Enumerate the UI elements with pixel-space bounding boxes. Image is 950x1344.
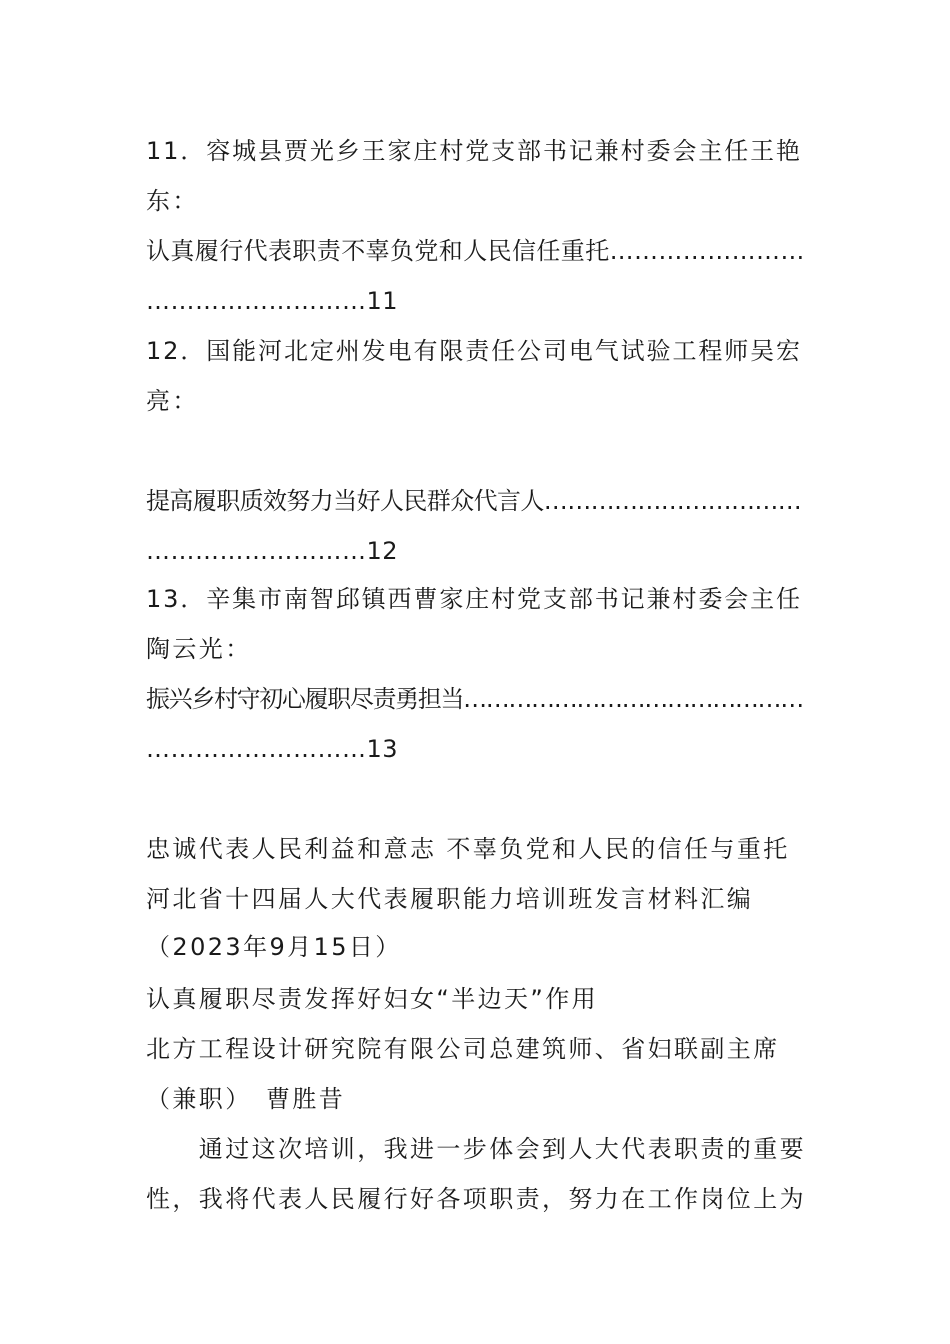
toc-entry-12-title: 提高履职质效努力当好人民群众代言人…………………………… xyxy=(146,487,802,515)
subtitle: 河北省十四届人大代表履职能力培训班发言材料汇编 xyxy=(146,885,754,913)
body-paragraph-line-1: 通过这次培训，我进一步体会到人大代表职责的重要 xyxy=(146,1135,806,1163)
toc-entry-13-heading: 13．辛集市南智邱镇西曹家庄村党支部书记兼村委会主任 xyxy=(146,585,802,613)
speaker-name: （兼职） 曹胜昔 xyxy=(146,1085,346,1113)
toc-entry-13-heading-cont: 陶云光： xyxy=(146,635,252,663)
toc-entry-12-heading-cont: 亮： xyxy=(146,387,199,415)
body-paragraph-line-2: 性，我将代表人民履行好各项职责，努力在工作岗位上为 xyxy=(146,1185,806,1213)
toc-entry-12-heading: 12．国能河北定州发电有限责任公司电气试验工程师吴宏 xyxy=(146,337,802,365)
toc-entry-13-title: 振兴乡村守初心履职尽责勇担当……………………………………… xyxy=(146,685,803,713)
toc-entry-13-page: ………………………13 xyxy=(146,735,399,763)
speaker-affiliation: 北方工程设计研究院有限公司总建筑师、省妇联副主席 xyxy=(146,1035,780,1063)
toc-entry-11-heading-cont: 东： xyxy=(146,187,199,215)
toc-entry-12-page: ………………………12 xyxy=(146,537,399,565)
toc-entry-11-title: 认真履行代表职责不辜负党和人民信任重托…………………… xyxy=(146,237,805,265)
toc-entry-11-page: ………………………11 xyxy=(146,287,399,315)
speech-title: 认真履职尽责发挥好妇女“半边天”作用 xyxy=(146,985,599,1013)
main-title: 忠诚代表人民利益和意志 不辜负党和人民的信任与重托 xyxy=(146,835,790,863)
toc-entry-11-heading: 11．容城县贾光乡王家庄村党支部书记兼村委会主任王艳 xyxy=(146,137,802,165)
date-line: （2023年9月15日） xyxy=(146,933,402,961)
